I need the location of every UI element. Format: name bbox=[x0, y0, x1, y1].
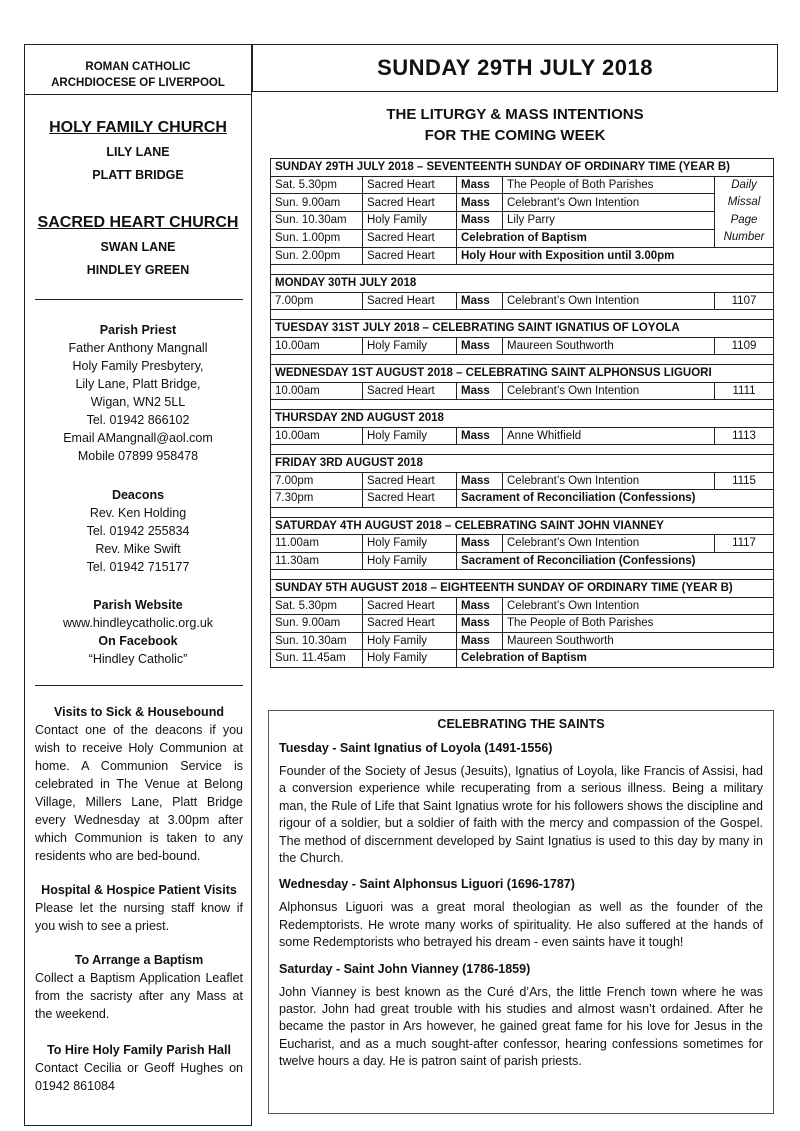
church1-address: LILY LANE bbox=[106, 145, 170, 159]
missal-note-line: Missal bbox=[727, 196, 761, 208]
sidebar-parish-info bbox=[24, 44, 252, 1126]
service-type: Mass bbox=[457, 337, 503, 355]
day-heading: SUNDAY 29TH JULY 2018 – SEVENTEENTH SUNDAY OF ORDINARY TIME (YEAR B) bbox=[271, 159, 774, 177]
spacer-row bbox=[271, 570, 774, 580]
saints-title: CELEBRATING THE SAINTS bbox=[437, 717, 605, 731]
service-row bbox=[271, 247, 774, 265]
service-type: Mass bbox=[457, 472, 503, 490]
service-row bbox=[271, 490, 774, 508]
divider bbox=[25, 94, 251, 95]
service-row bbox=[271, 292, 774, 310]
service-time: 10.00am bbox=[271, 382, 363, 400]
saint-title: Tuesday - Saint Ignatius of Loyola (1491-1556) bbox=[279, 741, 553, 755]
heading-line: FOR THE COMING WEEK bbox=[424, 127, 606, 144]
day-heading: FRIDAY 3RD AUGUST 2018 bbox=[271, 455, 774, 473]
church2-address: SWAN LANE bbox=[100, 240, 176, 254]
service-event: Celebration of Baptism bbox=[457, 229, 715, 247]
archdiocese-header bbox=[25, 59, 251, 91]
spacer-row bbox=[271, 310, 774, 320]
service-row bbox=[271, 427, 774, 445]
service-type: Mass bbox=[457, 212, 503, 230]
date-title: SUNDAY 29TH JULY 2018 bbox=[252, 44, 778, 92]
service-time: 10.00am bbox=[271, 427, 363, 445]
missal-page-number: 1107 bbox=[715, 292, 774, 310]
notice-heading: To Hire Holy Family Parish Hall bbox=[47, 1043, 231, 1057]
divider bbox=[35, 299, 243, 300]
day-heading: THURSDAY 2ND AUGUST 2018 bbox=[271, 410, 774, 428]
service-row bbox=[271, 472, 774, 490]
saint-text: Alphonsus Liguori was a great moral theologian as well as the founder of the Redemptorists. He wrote many works of spirituality. He also suffered at the hands of some Redemptorists who betrayed his dream - even saints have it tough! bbox=[279, 900, 763, 950]
missal-note-line: Page bbox=[730, 213, 758, 226]
spacer-cell bbox=[271, 507, 774, 517]
day-header-row bbox=[271, 365, 774, 383]
facebook-name: “Hindley Catholic” bbox=[88, 652, 188, 666]
facebook-heading: On Facebook bbox=[98, 634, 178, 648]
priest-line: Father Anthony Mangnall bbox=[68, 341, 208, 355]
spacer-row bbox=[271, 507, 774, 517]
spacer-cell bbox=[271, 265, 774, 275]
service-event: Sacrament of Reconciliation (Confessions) bbox=[457, 552, 774, 570]
service-time: Sat. 5.30pm bbox=[271, 597, 363, 615]
church1-address: PLATT BRIDGE bbox=[92, 168, 184, 182]
missal-note-line: Number bbox=[723, 231, 765, 243]
priest-line: Holy Family Presbytery, bbox=[72, 359, 204, 373]
archdiocese-line: ROMAN CATHOLIC bbox=[85, 61, 191, 73]
service-type: Mass bbox=[457, 176, 503, 194]
service-intention: Anne Whitfield bbox=[503, 427, 715, 445]
service-church: Sacred Heart bbox=[363, 247, 457, 265]
service-intention: Celebrant’s Own Intention bbox=[503, 535, 715, 553]
deacon-line: Tel. 01942 255834 bbox=[86, 524, 190, 538]
service-time: Sun. 9.00am bbox=[271, 615, 363, 633]
service-church: Holy Family bbox=[363, 632, 457, 650]
service-church: Sacred Heart bbox=[363, 229, 457, 247]
service-church: Holy Family bbox=[363, 427, 457, 445]
day-header-row bbox=[271, 517, 774, 535]
day-heading: SUNDAY 5TH AUGUST 2018 – EIGHTEENTH SUNDAY OF ORDINARY TIME (YEAR B) bbox=[271, 580, 774, 598]
notice-heading: Visits to Sick & Housebound bbox=[54, 705, 224, 719]
saint-text: John Vianney is best known as the Curé d’Ars, the little French town where he was pastor. John had great trouble with his studies and almost wasn’t ordained. After he became the pastor in Ars however, he gained great fame for his love for Jesus in the Eucharist, and as a much sought-after confessor, hearing confessions sometimes for twelve hours a day. He is patron saint of parish priests. bbox=[279, 984, 763, 1069]
clergy-contacts bbox=[25, 321, 251, 668]
archdiocese-line: ARCHDIOCESE OF LIVERPOOL bbox=[51, 77, 225, 89]
spacer-cell bbox=[271, 570, 774, 580]
day-heading: MONDAY 30TH JULY 2018 bbox=[271, 275, 774, 293]
saint-text: Founder of the Society of Jesus (Jesuits), Ignatius of Loyola, like Francis of Assisi, had a conversion experience while recuperating from a serious illness. Being a military man, the Rule of Life that Saint Ignatius wrote for his followers shows the discipline and rigour of a soldier, but a soldier of faith with the mercy and compassion of the Gospel. The method of discernment developed by Saint Ignatius is used to this day by many in the Church. bbox=[279, 764, 763, 866]
missal-page-number: 1111 bbox=[715, 382, 774, 400]
service-church: Sacred Heart bbox=[363, 194, 457, 212]
priest-line: Wigan, WN2 5LL bbox=[90, 395, 186, 409]
missal-page-number: 1117 bbox=[715, 535, 774, 553]
missal-page-number: 1113 bbox=[715, 427, 774, 445]
website-link[interactable]: www.hindleycatholic.org.uk bbox=[62, 616, 214, 630]
saint-title: Saturday - Saint John Vianney (1786-1859) bbox=[279, 961, 531, 976]
day-header-row bbox=[271, 320, 774, 338]
service-church: Sacred Heart bbox=[363, 615, 457, 633]
priest-email: Email AMangnall@aol.com bbox=[63, 431, 213, 445]
day-header-row bbox=[271, 410, 774, 428]
notice-heading: Hospital & Hospice Patient Visits bbox=[41, 883, 237, 897]
day-heading: WEDNESDAY 1ST AUGUST 2018 – CELEBRATING SAINT ALPHONSUS LIGUORI bbox=[271, 365, 774, 383]
service-time: 7.30pm bbox=[271, 490, 363, 508]
priest-line: Lily Lane, Platt Bridge, bbox=[75, 377, 201, 391]
notice-text: Contact one of the deacons if you wish to receive Holy Communion at home. A Communion Service is celebrated in The Venue at Belong Village, Millers Lane, Platt Bridge every Wednesday at 3.00pm after which Communion is taken to any residents who are bed-bound. bbox=[35, 723, 243, 863]
service-event: Sacrament of Reconciliation (Confessions) bbox=[457, 490, 774, 508]
service-church: Sacred Heart bbox=[363, 292, 457, 310]
service-row bbox=[271, 535, 774, 553]
service-church: Holy Family bbox=[363, 337, 457, 355]
service-church: Sacred Heart bbox=[363, 490, 457, 508]
service-row bbox=[271, 615, 774, 633]
service-time: Sun. 2.00pm bbox=[271, 247, 363, 265]
parish-priest-heading: Parish Priest bbox=[99, 323, 177, 337]
service-type: Mass bbox=[457, 382, 503, 400]
liturgy-heading bbox=[252, 104, 778, 146]
service-type: Mass bbox=[457, 535, 503, 553]
divider bbox=[35, 685, 243, 686]
deacon-line: Rev. Ken Holding bbox=[89, 506, 187, 520]
service-event: Celebration of Baptism bbox=[457, 650, 774, 668]
service-row bbox=[271, 212, 774, 230]
service-type: Mass bbox=[457, 427, 503, 445]
service-church: Holy Family bbox=[363, 650, 457, 668]
priest-line: Tel. 01942 866102 bbox=[86, 413, 190, 427]
service-church: Holy Family bbox=[363, 212, 457, 230]
service-time: Sun. 10.30am bbox=[271, 212, 363, 230]
church1-name: HOLY FAMILY CHURCH bbox=[49, 119, 227, 136]
day-header-row bbox=[271, 580, 774, 598]
service-intention: Lily Parry bbox=[503, 212, 715, 230]
notice-text: Collect a Baptism Application Leaflet from the sacristy after any Mass at the weekend. bbox=[35, 971, 243, 1021]
deacon-line: Rev. Mike Swift bbox=[95, 542, 181, 556]
missal-page-note bbox=[715, 176, 774, 247]
spacer-cell bbox=[271, 310, 774, 320]
service-time: 11.00am bbox=[271, 535, 363, 553]
priest-line: Mobile 07899 958478 bbox=[77, 449, 199, 463]
spacer-row bbox=[271, 265, 774, 275]
service-intention: Maureen Southworth bbox=[503, 337, 715, 355]
heading-line: THE LITURGY & MASS INTENTIONS bbox=[386, 106, 644, 123]
service-row bbox=[271, 650, 774, 668]
service-intention: The People of Both Parishes bbox=[503, 615, 774, 633]
notice-text: Contact Cecilia or Geoff Hughes on 01942 861084 bbox=[35, 1061, 243, 1093]
service-row bbox=[271, 229, 774, 247]
service-church: Sacred Heart bbox=[363, 176, 457, 194]
day-header-row bbox=[271, 275, 774, 293]
service-time: 7.00pm bbox=[271, 292, 363, 310]
notice-hall-hire bbox=[35, 1041, 243, 1095]
service-time: 7.00pm bbox=[271, 472, 363, 490]
service-time: Sun. 9.00am bbox=[271, 194, 363, 212]
service-row bbox=[271, 337, 774, 355]
saint-title: Wednesday - Saint Alphonsus Liguori (1696-1787) bbox=[279, 877, 575, 892]
service-type: Mass bbox=[457, 615, 503, 633]
missal-page-number: 1109 bbox=[715, 337, 774, 355]
spacer-cell bbox=[271, 355, 774, 365]
service-intention: Celebrant’s Own Intention bbox=[503, 382, 715, 400]
day-header-row bbox=[271, 455, 774, 473]
service-intention: The People of Both Parishes bbox=[503, 176, 715, 194]
service-time: Sun. 11.45am bbox=[271, 650, 363, 668]
spacer-row bbox=[271, 400, 774, 410]
service-row bbox=[271, 382, 774, 400]
service-intention: Celebrant’s Own Intention bbox=[503, 292, 715, 310]
spacer-row bbox=[271, 445, 774, 455]
service-time: Sun. 10.30am bbox=[271, 632, 363, 650]
service-time: Sun. 1.00pm bbox=[271, 229, 363, 247]
service-type: Mass bbox=[457, 194, 503, 212]
service-church: Holy Family bbox=[363, 535, 457, 553]
notice-heading: To Arrange a Baptism bbox=[74, 953, 204, 967]
missal-page-number: 1115 bbox=[715, 472, 774, 490]
missal-note-line: Daily bbox=[731, 178, 757, 191]
mass-schedule-table bbox=[270, 158, 774, 668]
service-row bbox=[271, 176, 774, 194]
service-row bbox=[271, 194, 774, 212]
service-type: Mass bbox=[457, 292, 503, 310]
spacer-cell bbox=[271, 400, 774, 410]
deacons-heading: Deacons bbox=[111, 488, 165, 502]
service-intention: Celebrant’s Own Intention bbox=[503, 194, 715, 212]
service-intention: Maureen Southworth bbox=[503, 632, 774, 650]
notice-sick-visits bbox=[35, 703, 243, 865]
church2-address: HINDLEY GREEN bbox=[86, 263, 190, 277]
day-heading: TUESDAY 31ST JULY 2018 – CELEBRATING SAINT IGNATIUS OF LOYOLA bbox=[271, 320, 774, 338]
spacer-row bbox=[271, 355, 774, 365]
service-time: 11.30am bbox=[271, 552, 363, 570]
service-church: Sacred Heart bbox=[363, 382, 457, 400]
service-time: Sat. 5.30pm bbox=[271, 176, 363, 194]
service-row bbox=[271, 632, 774, 650]
service-event: Holy Hour with Exposition until 3.00pm bbox=[457, 247, 774, 265]
website-heading: Parish Website bbox=[93, 598, 183, 612]
day-heading: SATURDAY 4TH AUGUST 2018 – CELEBRATING SAINT JOHN VIANNEY bbox=[271, 517, 774, 535]
service-row bbox=[271, 552, 774, 570]
service-intention: Celebrant’s Own Intention bbox=[503, 597, 774, 615]
service-church: Sacred Heart bbox=[363, 472, 457, 490]
deacon-line: Tel. 01942 715177 bbox=[86, 560, 190, 574]
notice-baptism bbox=[35, 951, 243, 1023]
service-type: Mass bbox=[457, 597, 503, 615]
service-time: 10.00am bbox=[271, 337, 363, 355]
church2-name: SACRED HEART CHURCH bbox=[37, 214, 239, 231]
day-header-row bbox=[271, 159, 774, 177]
service-row bbox=[271, 597, 774, 615]
service-type: Mass bbox=[457, 632, 503, 650]
service-church: Holy Family bbox=[363, 552, 457, 570]
notice-hospital-visits bbox=[35, 881, 243, 935]
saints-box bbox=[268, 710, 774, 1114]
service-church: Sacred Heart bbox=[363, 597, 457, 615]
notice-text: Please let the nursing staff know if you wish to see a priest. bbox=[35, 901, 243, 933]
service-intention: Celebrant’s Own Intention bbox=[503, 472, 715, 490]
spacer-cell bbox=[271, 445, 774, 455]
